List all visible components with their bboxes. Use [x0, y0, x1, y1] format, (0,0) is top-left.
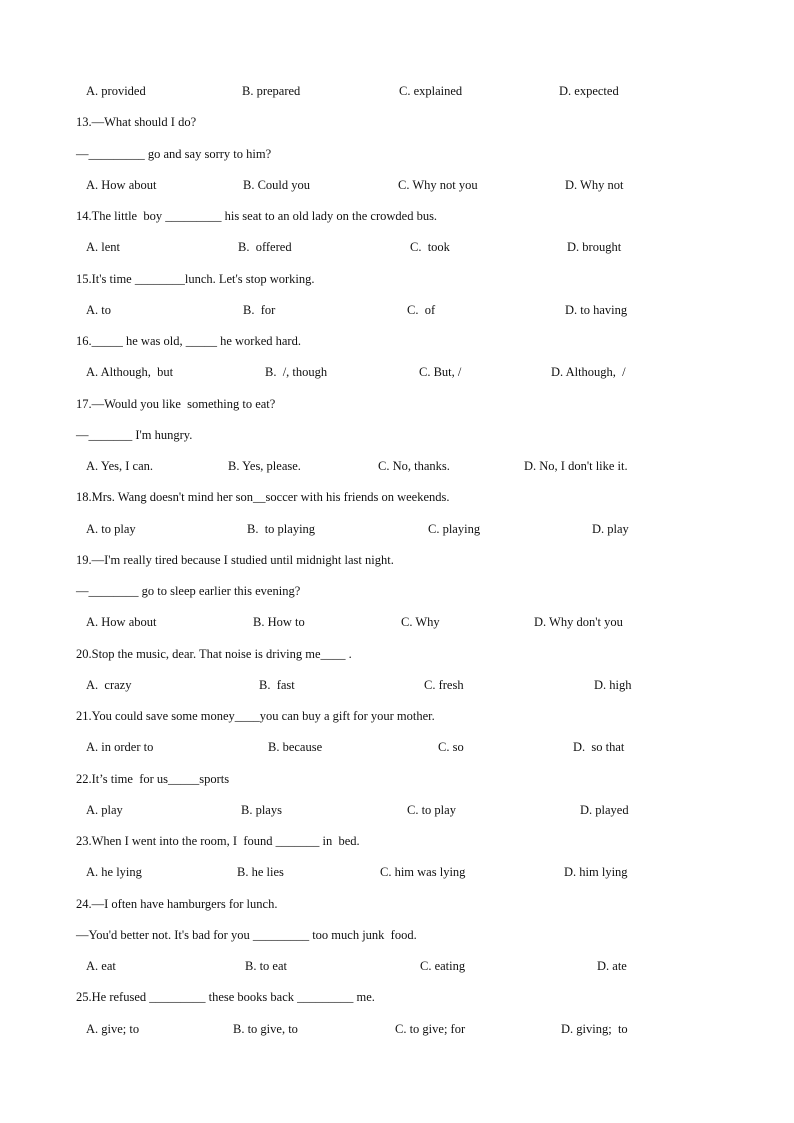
answer-option: B. How to	[253, 615, 305, 630]
answer-option: D. played	[580, 802, 629, 817]
answer-option: B. to eat	[245, 959, 288, 973]
answer-option: D. No, I don't like it.	[524, 459, 628, 473]
question-line: 18.Mrs. Wang doesn't mind her son__soccer with his friends on weekends.	[76, 490, 450, 505]
answer-option: C. eating	[420, 959, 466, 973]
answer-option: B. he lies	[237, 865, 284, 880]
answer-option: B. because	[268, 740, 323, 755]
answer-option: A. in order to	[86, 740, 154, 755]
answer-option: A. How about	[86, 177, 157, 192]
answer-option: A. Although, but	[86, 365, 174, 380]
answer-option: B. Yes, please.	[228, 459, 301, 473]
question-line: 14.The little boy _________ his seat to an old lady on the crowded bus.	[76, 209, 438, 223]
question-line: 24.—I often have hamburgers for lunch.	[76, 896, 278, 911]
answer-option: C. to give; for	[395, 1021, 466, 1036]
answer-option: D. high	[594, 677, 632, 692]
answer-option: B. prepared	[242, 84, 301, 98]
answer-option: A. provided	[86, 84, 146, 98]
answer-option: A. to play	[86, 521, 136, 536]
answer-option: C. so	[438, 740, 464, 755]
answer-option: C. Why not you	[398, 177, 478, 192]
answer-option: C. explained	[399, 84, 463, 98]
answer-option: D. expected	[559, 84, 619, 98]
answer-option: B. /, though	[265, 365, 328, 380]
question-line: 20.Stop the music, dear. That noise is driving me____ .	[76, 646, 352, 661]
answer-option: A. give; to	[86, 1021, 140, 1036]
answer-option: A. to	[86, 302, 111, 317]
answer-option: B. to playing	[247, 521, 316, 536]
answer-option: C. to play	[407, 802, 456, 817]
answer-option: B. plays	[241, 802, 282, 817]
question-line: 16._____ he was old, _____ he worked hard.	[76, 334, 301, 348]
answer-option: B. Could you	[243, 177, 311, 192]
answer-option: A. he lying	[86, 865, 142, 880]
answer-option: D. Why not	[565, 177, 624, 192]
question-line: —_______ I'm hungry.	[76, 427, 193, 442]
answer-option: D. play	[592, 521, 629, 536]
answer-option: A. eat	[86, 959, 116, 973]
question-line: 13.—What should I do?	[76, 115, 197, 130]
question-line: 19.—I'm really tired because I studied until midnight last night.	[76, 552, 394, 567]
question-line: 22.It’s time for us_____sports	[76, 771, 230, 786]
answer-option: A. How about	[86, 615, 157, 630]
answer-option: B. to give, to	[233, 1021, 298, 1036]
question-line: —You'd better not. It's bad for you _________ too much junk food.	[76, 927, 417, 942]
answer-option: C. Why	[401, 615, 440, 630]
question-line: —_________ go and say sorry to him?	[76, 146, 272, 161]
answer-option: B. fast	[259, 677, 295, 692]
question-line: 25.He refused _________ these books back _________ me.	[76, 990, 375, 1005]
answer-option: C. took	[410, 240, 450, 255]
answer-option: D. to having	[565, 302, 628, 317]
answer-option: A. crazy	[86, 677, 132, 692]
answer-option: A. lent	[86, 240, 121, 255]
answer-option: D. so that	[573, 740, 625, 755]
answer-option: C. No, thanks.	[378, 459, 450, 473]
answer-option: D. him lying	[564, 865, 628, 880]
question-line: 17.—Would you like something to eat?	[76, 396, 276, 411]
question-line: 21.You could save some money____you can buy a gift for your mother.	[76, 709, 435, 723]
answer-option: D. ate	[597, 959, 627, 973]
answer-option: D. Although, /	[551, 365, 626, 380]
answer-option: D. giving; to	[561, 1021, 628, 1036]
question-line: 23.When I went into the room, I found _______ in bed.	[76, 834, 360, 848]
question-line: 15.It's time ________lunch. Let's stop working.	[76, 271, 315, 286]
answer-option: C. of	[407, 302, 436, 317]
answer-option: C. playing	[428, 521, 481, 536]
answer-option: B. for	[243, 302, 276, 317]
answer-option: C. him was lying	[380, 865, 466, 880]
question-line: —________ go to sleep earlier this evening?	[76, 584, 301, 598]
answer-option: A. play	[86, 802, 123, 817]
answer-option: C. fresh	[424, 677, 464, 692]
answer-option: C. But, /	[419, 365, 462, 380]
answer-option: B. offered	[238, 240, 292, 255]
answer-option: A. Yes, I can.	[86, 459, 154, 473]
answer-option: D. Why don't you	[534, 615, 623, 630]
answer-option: D. brought	[567, 240, 622, 255]
